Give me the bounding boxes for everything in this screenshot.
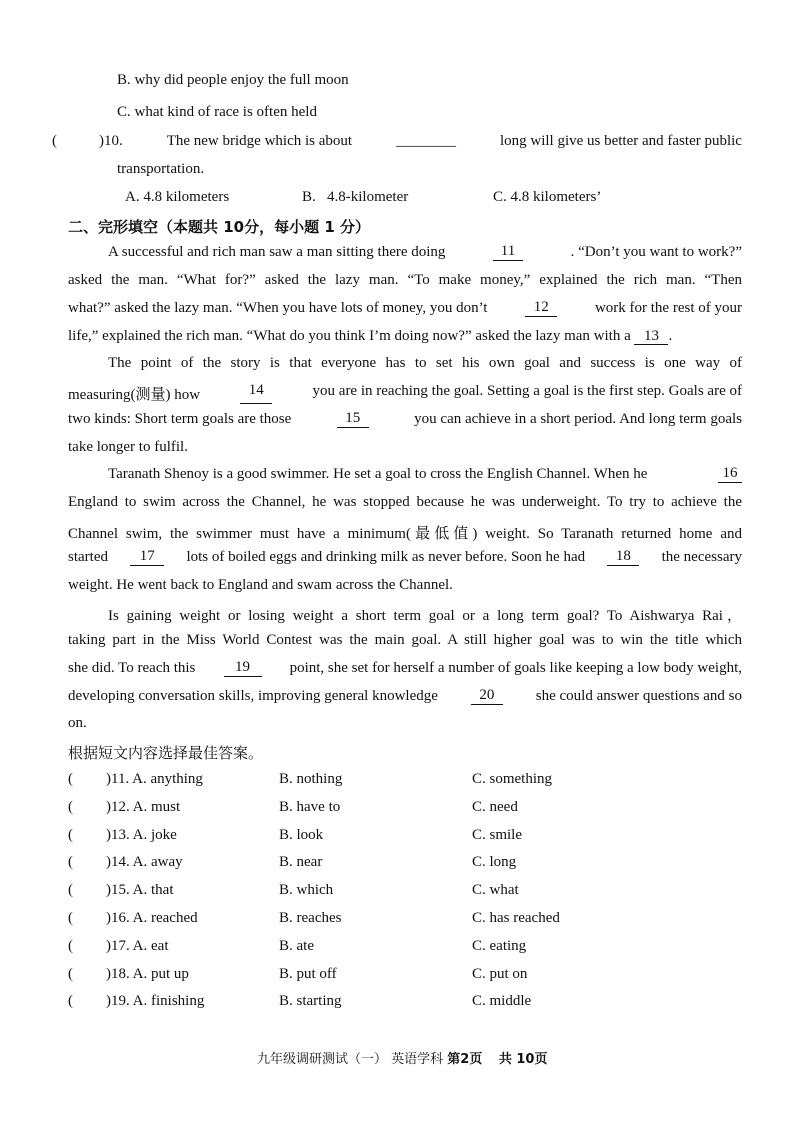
passage-p4-line2: taking part in the Miss World Contest was the main goal. A still higher goal was to win the title which: [68, 632, 742, 648]
question-option-a: )18. A. put up: [106, 966, 189, 982]
q10-text-after: long will give us better and faster public: [499, 133, 742, 149]
blank-18: 18: [607, 549, 639, 566]
q9-option-c: C. what kind of race is often held: [117, 104, 317, 120]
passage-p3-line2: England to swim across the Channel, he was stopped because he was underweight. To try to achieve the: [68, 494, 742, 510]
answer-paren[interactable]: (: [68, 799, 73, 815]
passage-p2-line4: take longer to fulfil.: [68, 439, 188, 455]
passage-p4-line1: Is gaining weight or losing weight a short term goal or a long term goal? To Aishwarya Rai，: [108, 608, 742, 624]
answer-paren[interactable]: (: [68, 827, 73, 843]
q10-blank: ________: [396, 133, 456, 149]
question-option-a: )15. A. that: [106, 882, 174, 898]
q10-number: )10.: [99, 133, 123, 149]
question-option-b: B. near: [279, 854, 323, 870]
passage-p2-line1: The point of the story is that everyone has to set his own goal and success is one way of: [108, 355, 742, 371]
footer-page: 第2页: [447, 1052, 483, 1067]
footer-subject: 九年级调研测试（一） 英语学科: [257, 1052, 444, 1067]
passage-text: measuring(测量) how: [68, 387, 201, 403]
passage-text: she did. To reach this: [68, 660, 196, 676]
q9-option-b: B. why did people enjoy the full moon: [117, 72, 349, 88]
footer: [257, 1048, 547, 1067]
passage-p1-line1: [68, 244, 742, 261]
passage-text: she could answer questions and so: [535, 688, 742, 704]
passage-p4-line3: [68, 660, 742, 677]
instruction: 根据短文内容选择最佳答案。: [68, 744, 264, 762]
answer-paren[interactable]: (: [68, 910, 73, 926]
blank-15: 15: [337, 411, 369, 428]
passage-text: the necessary: [661, 549, 742, 565]
question-option-c: C. middle: [472, 993, 532, 1009]
passage-text: Taranath Shenoy is a good swimmer. He set a goal to cross the English Channel. When he: [108, 466, 648, 482]
answer-paren[interactable]: (: [68, 966, 73, 982]
blank-17: 17: [130, 549, 164, 566]
q10-text-before: The new bridge which is about: [166, 133, 353, 149]
passage-text: .: [668, 328, 673, 344]
question-option-c: C. has reached: [472, 910, 560, 926]
question-option-b: B. have to: [279, 799, 341, 815]
blank-12: 12: [525, 300, 557, 317]
passage-text: . “Don’t you want to work?”: [570, 244, 742, 260]
passage-p3-line1: [68, 466, 742, 483]
question-option-b: B. ate: [279, 938, 314, 954]
answer-paren[interactable]: (: [68, 771, 73, 787]
question-option-c: C. something: [472, 771, 553, 787]
passage-p3-line3: Channel swim, the swimmer must have a minimum(最低值) weight. So Taranath returned home and: [68, 526, 742, 542]
question-option-c: C. what: [472, 882, 519, 898]
question-option-a: )11. A. anything: [106, 771, 203, 787]
blank-19: 19: [224, 660, 262, 677]
question-option-a: )17. A. eat: [106, 938, 169, 954]
question-option-b: B. nothing: [279, 771, 343, 787]
question-option-b: B. reaches: [279, 910, 342, 926]
q10-paren-open: (: [52, 133, 57, 149]
blank-13: 13: [634, 329, 668, 345]
passage-text: A successful and rich man saw a man sitting there doing: [108, 244, 446, 260]
section-heading: 二、完形填空（本题共 10分，每小题 1 分）: [68, 218, 370, 236]
question-option-b: B. which: [279, 882, 334, 898]
passage-text: lots of boiled eggs and drinking milk as never before. Soon he had: [186, 549, 586, 565]
passage-text: what?” asked the lazy man. “When you have lots of money, you don’t: [68, 300, 488, 316]
question-option-c: C. long: [472, 854, 517, 870]
answer-paren[interactable]: (: [68, 993, 73, 1009]
q10-option-c: C. 4.8 kilometers’: [493, 189, 602, 205]
passage-p3-line4: [68, 549, 742, 566]
passage-p4-line5: on.: [68, 715, 87, 731]
q10-text-line2: transportation.: [117, 161, 205, 177]
question-option-c: C. need: [472, 799, 518, 815]
passage-text: you can achieve in a short period. And long term goals: [414, 411, 742, 427]
passage-text: point, she set for herself a number of goals like keeping a low body weight,: [289, 660, 742, 676]
passage-text: two kinds: Short term goals are those: [68, 411, 292, 427]
question-option-c: C. smile: [472, 827, 523, 843]
footer-total: 共 10页: [498, 1052, 548, 1067]
passage-p1-line2: asked the man. “What for?” asked the lazy man. “To make money,” explained the rich man. “Then: [68, 272, 742, 288]
blank-14: 14: [240, 383, 272, 404]
blank-16: 16: [718, 466, 742, 483]
question-option-b: B. put off: [279, 966, 337, 982]
q10-option-b: B. 4.8-kilometer: [302, 189, 409, 205]
passage-text: you are in reaching the goal. Setting a goal is the first step. Goals are of: [312, 383, 742, 399]
answer-paren[interactable]: (: [68, 882, 73, 898]
question-option-b: B. starting: [279, 993, 342, 1009]
passage-text: work for the rest of your: [594, 300, 742, 316]
passage-p4-line4: [68, 688, 742, 705]
blank-20: 20: [471, 688, 503, 705]
question-option-a: )16. A. reached: [106, 910, 198, 926]
blank-11: 11: [493, 244, 523, 261]
question-option-a: )12. A. must: [106, 799, 181, 815]
question-option-b: B. look: [279, 827, 324, 843]
question-option-a: )13. A. joke: [106, 827, 177, 843]
answer-paren[interactable]: (: [68, 854, 73, 870]
passage-p1-line3: [68, 300, 742, 317]
passage-text: life,” explained the rich man. “What do you think I’m doing now?” asked the lazy man with a: [68, 328, 631, 344]
question-option-c: C. put on: [472, 966, 528, 982]
question-option-a: )19. A. finishing: [106, 993, 205, 1009]
passage-p2-line2: [68, 383, 742, 404]
answer-paren[interactable]: (: [68, 938, 73, 954]
passage-text: developing conversation skills, improving general knowledge: [68, 688, 438, 704]
passage-p1-line4: [68, 328, 742, 345]
question-option-a: )14. A. away: [106, 854, 183, 870]
q10-option-a: A. 4.8 kilometers: [125, 189, 230, 205]
passage-p3-line5: weight. He went back to England and swam across the Channel.: [68, 577, 453, 593]
passage-p2-line3: [68, 411, 742, 428]
q10-stem: [99, 133, 742, 150]
passage-text: started: [68, 549, 108, 565]
question-option-c: C. eating: [472, 938, 527, 954]
